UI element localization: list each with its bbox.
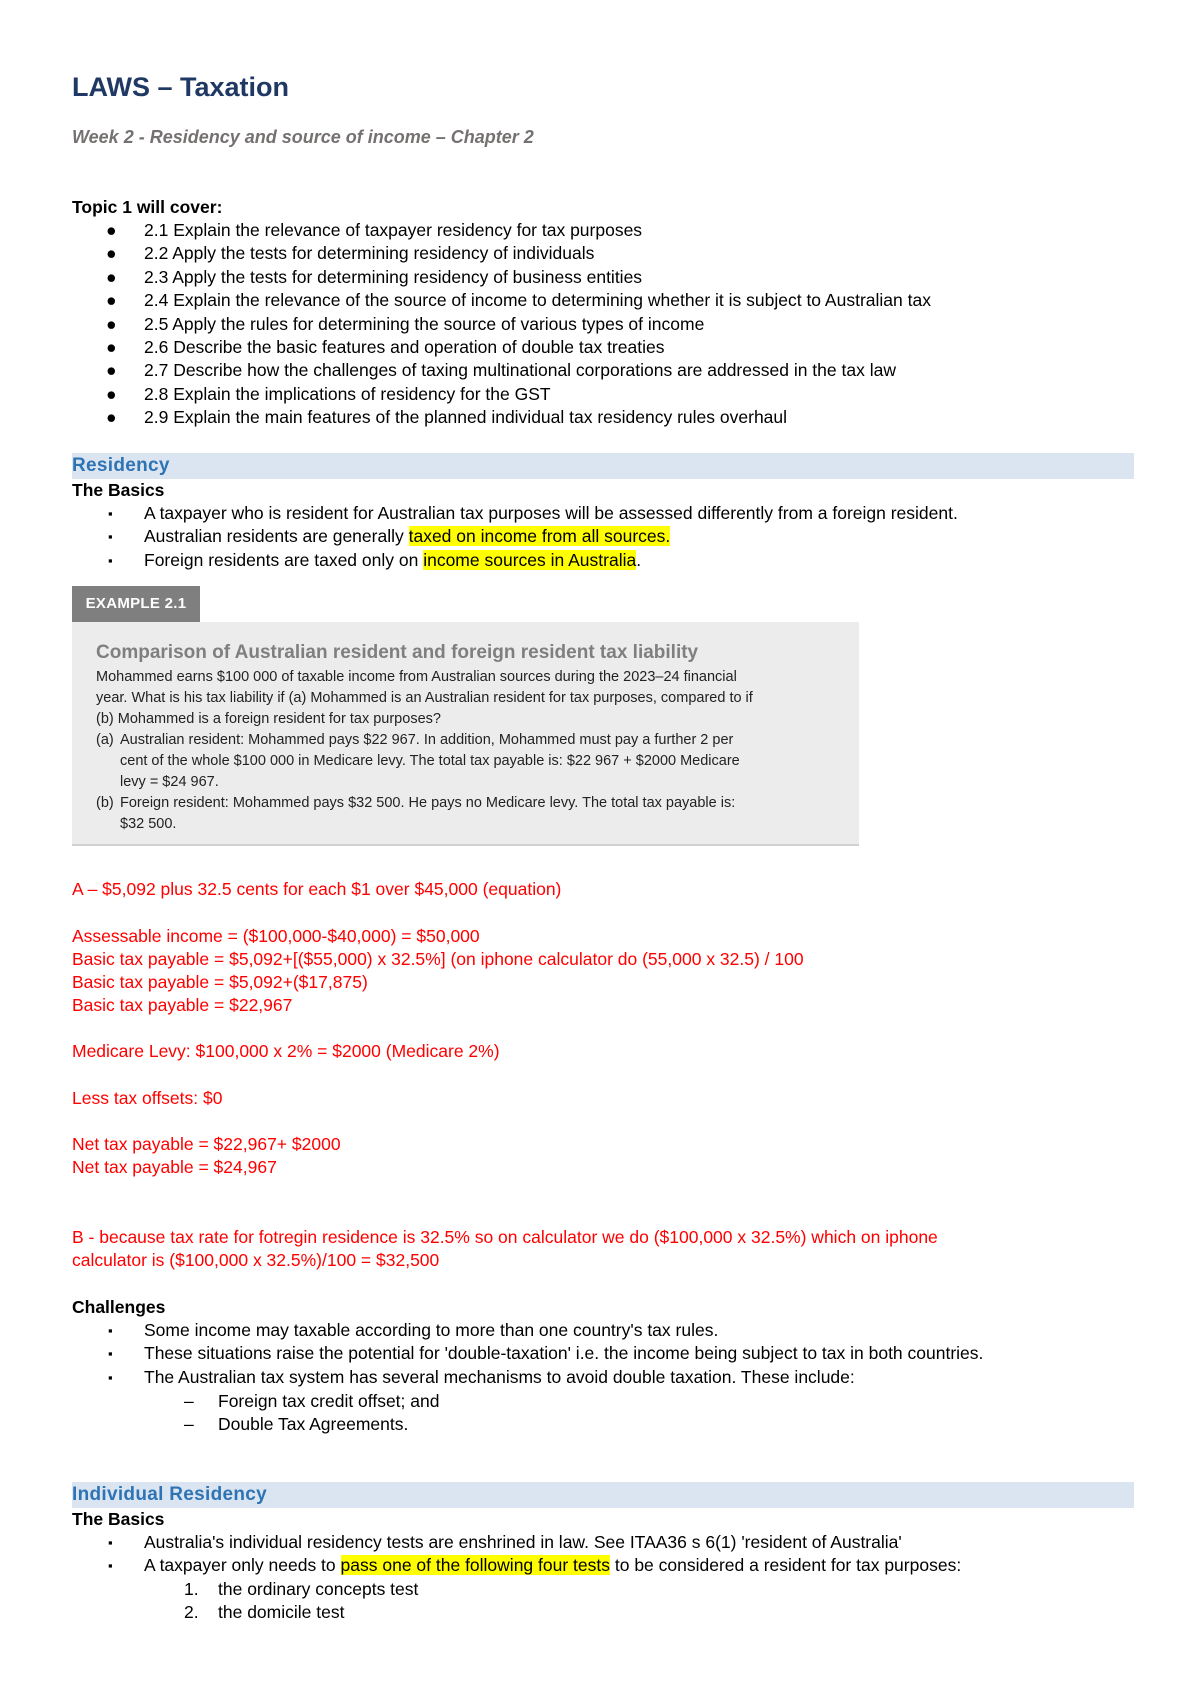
note-offsets: Less tax offsets: $0 <box>72 1088 223 1108</box>
list-item: 2. the domicile test <box>72 1601 418 1624</box>
list-item: ● 2.8 Explain the implications of residency for the GST <box>72 383 931 406</box>
document-subtitle: Week 2 - Residency and source of income – Chapter 2 <box>72 127 534 147</box>
example-answer-a: Australian resident: Mohammed pays $22 967. In addition, Mohammed must pay a further 2 per cent of the whole $100 000 in Medicare levy. The total tax payable is: $22 967 + $2000 Medicare levy = $24 967. <box>120 732 740 790</box>
highlighted-text: taxed on income from all sources. <box>408 526 671 547</box>
example-question: Mohammed earns $100 000 of taxable income from Australian sources during the 2023–24 financial year. What is his tax liability if (a) Mohammed is an Australian resident for tax purposes, compared to if (b) Mohammed is a foreign resident for tax purposes? <box>96 669 753 727</box>
list-item: 1. the ordinary concepts test <box>72 1578 418 1601</box>
list-item: ● 2.6 Describe the basic features and operation of double tax treaties <box>72 336 931 359</box>
bullet-icon: ▪ <box>108 1323 113 1338</box>
list-item: – Foreign tax credit offset; and <box>72 1390 439 1413</box>
list-item: ▪ Foreign residents are taxed only on income sources in Australia. <box>72 549 958 572</box>
bullet-icon: ▪ <box>108 1558 113 1574</box>
list-item: ● 2.9 Explain the main features of the planned individual tax residency rules overhaul <box>72 406 931 429</box>
list-item: ▪ The Australian tax system has several mechanisms to avoid double taxation. These include: <box>72 1366 983 1389</box>
example-answer-b-label: (b) <box>96 795 114 811</box>
note-medicare: Medicare Levy: $100,000 x 2% = $2000 (Medicare 2%) <box>72 1041 500 1061</box>
bullet-icon: ● <box>106 243 117 264</box>
note-assessable-income: Assessable income = ($100,000-$40,000) = $50,000 <box>72 926 480 946</box>
residency-tests-list <box>72 1578 418 1625</box>
note-b-line-2: calculator is ($100,000 x 32.5%)/100 = $32,500 <box>72 1250 440 1270</box>
bullet-icon: ▪ <box>108 552 113 568</box>
bullet-icon: ▪ <box>108 506 113 521</box>
list-number: 2. <box>184 1602 199 1623</box>
dash-icon: – <box>184 1391 194 1411</box>
list-item: ● 2.1 Explain the relevance of taxpayer residency for tax purposes <box>72 219 931 242</box>
list-item: ▪ Australian residents are generally taxed on income from all sources. <box>72 525 958 548</box>
example-answer-a-label: (a) <box>96 732 114 748</box>
challenges-heading: Challenges <box>72 1297 166 1317</box>
list-item: ▪ These situations raise the potential for 'double-taxation' i.e. the income being subject to tax in both countries. <box>72 1342 983 1365</box>
section-heading-residency: Residency <box>72 455 170 476</box>
list-item: ▪ A taxpayer who is resident for Australian tax purposes will be assessed differently from a foreign resident. <box>72 502 958 525</box>
list-number: 1. <box>184 1579 199 1599</box>
list-item: ● 2.2 Apply the tests for determining residency of individuals <box>72 242 931 265</box>
example-tab: EXAMPLE 2.1 <box>72 586 200 622</box>
bullet-icon: ● <box>106 360 117 381</box>
list-item: ● 2.3 Apply the tests for determining residency of business entities <box>72 266 931 289</box>
list-item: – Double Tax Agreements. <box>72 1413 439 1436</box>
bullet-icon: ● <box>106 313 117 334</box>
note-basic-tax-3: Basic tax payable = $22,967 <box>72 995 293 1015</box>
list-item: ▪ Some income may taxable according to more than one country's tax rules. <box>72 1319 983 1342</box>
list-item: ● 2.4 Explain the relevance of the source of income to determining whether it is subject to Australian tax <box>72 289 931 312</box>
dash-icon: – <box>184 1414 194 1435</box>
individual-basics-list <box>72 1531 961 1578</box>
bullet-icon: ● <box>106 220 117 240</box>
section-heading-individual-residency: Individual Residency <box>72 1484 267 1505</box>
basics-heading: The Basics <box>72 1509 165 1529</box>
document-title: LAWS – Taxation <box>72 72 290 102</box>
bullet-icon: ▪ <box>108 1369 113 1385</box>
topics-heading: Topic 1 will cover: <box>72 197 223 217</box>
highlighted-text: income sources in Australia <box>423 549 637 570</box>
challenges-list <box>72 1319 983 1389</box>
note-net-tax-2: Net tax payable = $24,967 <box>72 1157 277 1177</box>
list-item: ● 2.7 Describe how the challenges of taxing multinational corporations are addressed in the tax law <box>72 359 931 382</box>
list-item: ● 2.5 Apply the rules for determining the source of various types of income <box>72 313 931 336</box>
note-equation: A – $5,092 plus 32.5 cents for each $1 over $45,000 (equation) <box>72 879 562 899</box>
bullet-icon: ▪ <box>108 529 113 545</box>
bullet-icon: ● <box>106 383 117 404</box>
highlighted-text: pass one of the following four tests <box>340 1555 610 1576</box>
topics-list <box>72 219 931 430</box>
bullet-icon: ● <box>106 407 117 428</box>
example-answer-b: Foreign resident: Mohammed pays $32 500. He pays no Medicare levy. The total tax payable is: $32 500. <box>120 795 736 832</box>
list-item: ▪ A taxpayer only needs to pass one of the following four tests to be considered a resident for tax purposes: <box>72 1554 961 1577</box>
residency-basics-list <box>72 502 958 572</box>
basics-heading: The Basics <box>72 480 165 500</box>
section-bar-residency <box>72 453 1134 479</box>
bullet-icon: ● <box>106 336 117 357</box>
note-basic-tax-2: Basic tax payable = $5,092+($17,875) <box>72 972 368 992</box>
bullet-icon: ● <box>106 290 117 311</box>
challenges-sublist <box>72 1390 439 1437</box>
bullet-icon: ▪ <box>108 1535 113 1550</box>
bullet-icon: ▪ <box>108 1346 113 1362</box>
note-b-line-1: B - because tax rate for fotregin residence is 32.5% so on calculator we do ($100,000 x 32.5%) which on iphone <box>72 1227 938 1247</box>
example-heading: Comparison of Australian resident and foreign resident tax liability <box>96 642 699 663</box>
bullet-icon: ● <box>106 266 117 287</box>
note-net-tax-1: Net tax payable = $22,967+ $2000 <box>72 1134 341 1154</box>
list-item: ▪ Australia's individual residency tests are enshrined in law. See ITAA36 s 6(1) 'resident of Australia' <box>72 1531 961 1554</box>
note-basic-tax-1: Basic tax payable = $5,092+[($55,000) x 32.5%] (on iphone calculator do (55,000 x 32.5) / 100 <box>72 949 804 969</box>
